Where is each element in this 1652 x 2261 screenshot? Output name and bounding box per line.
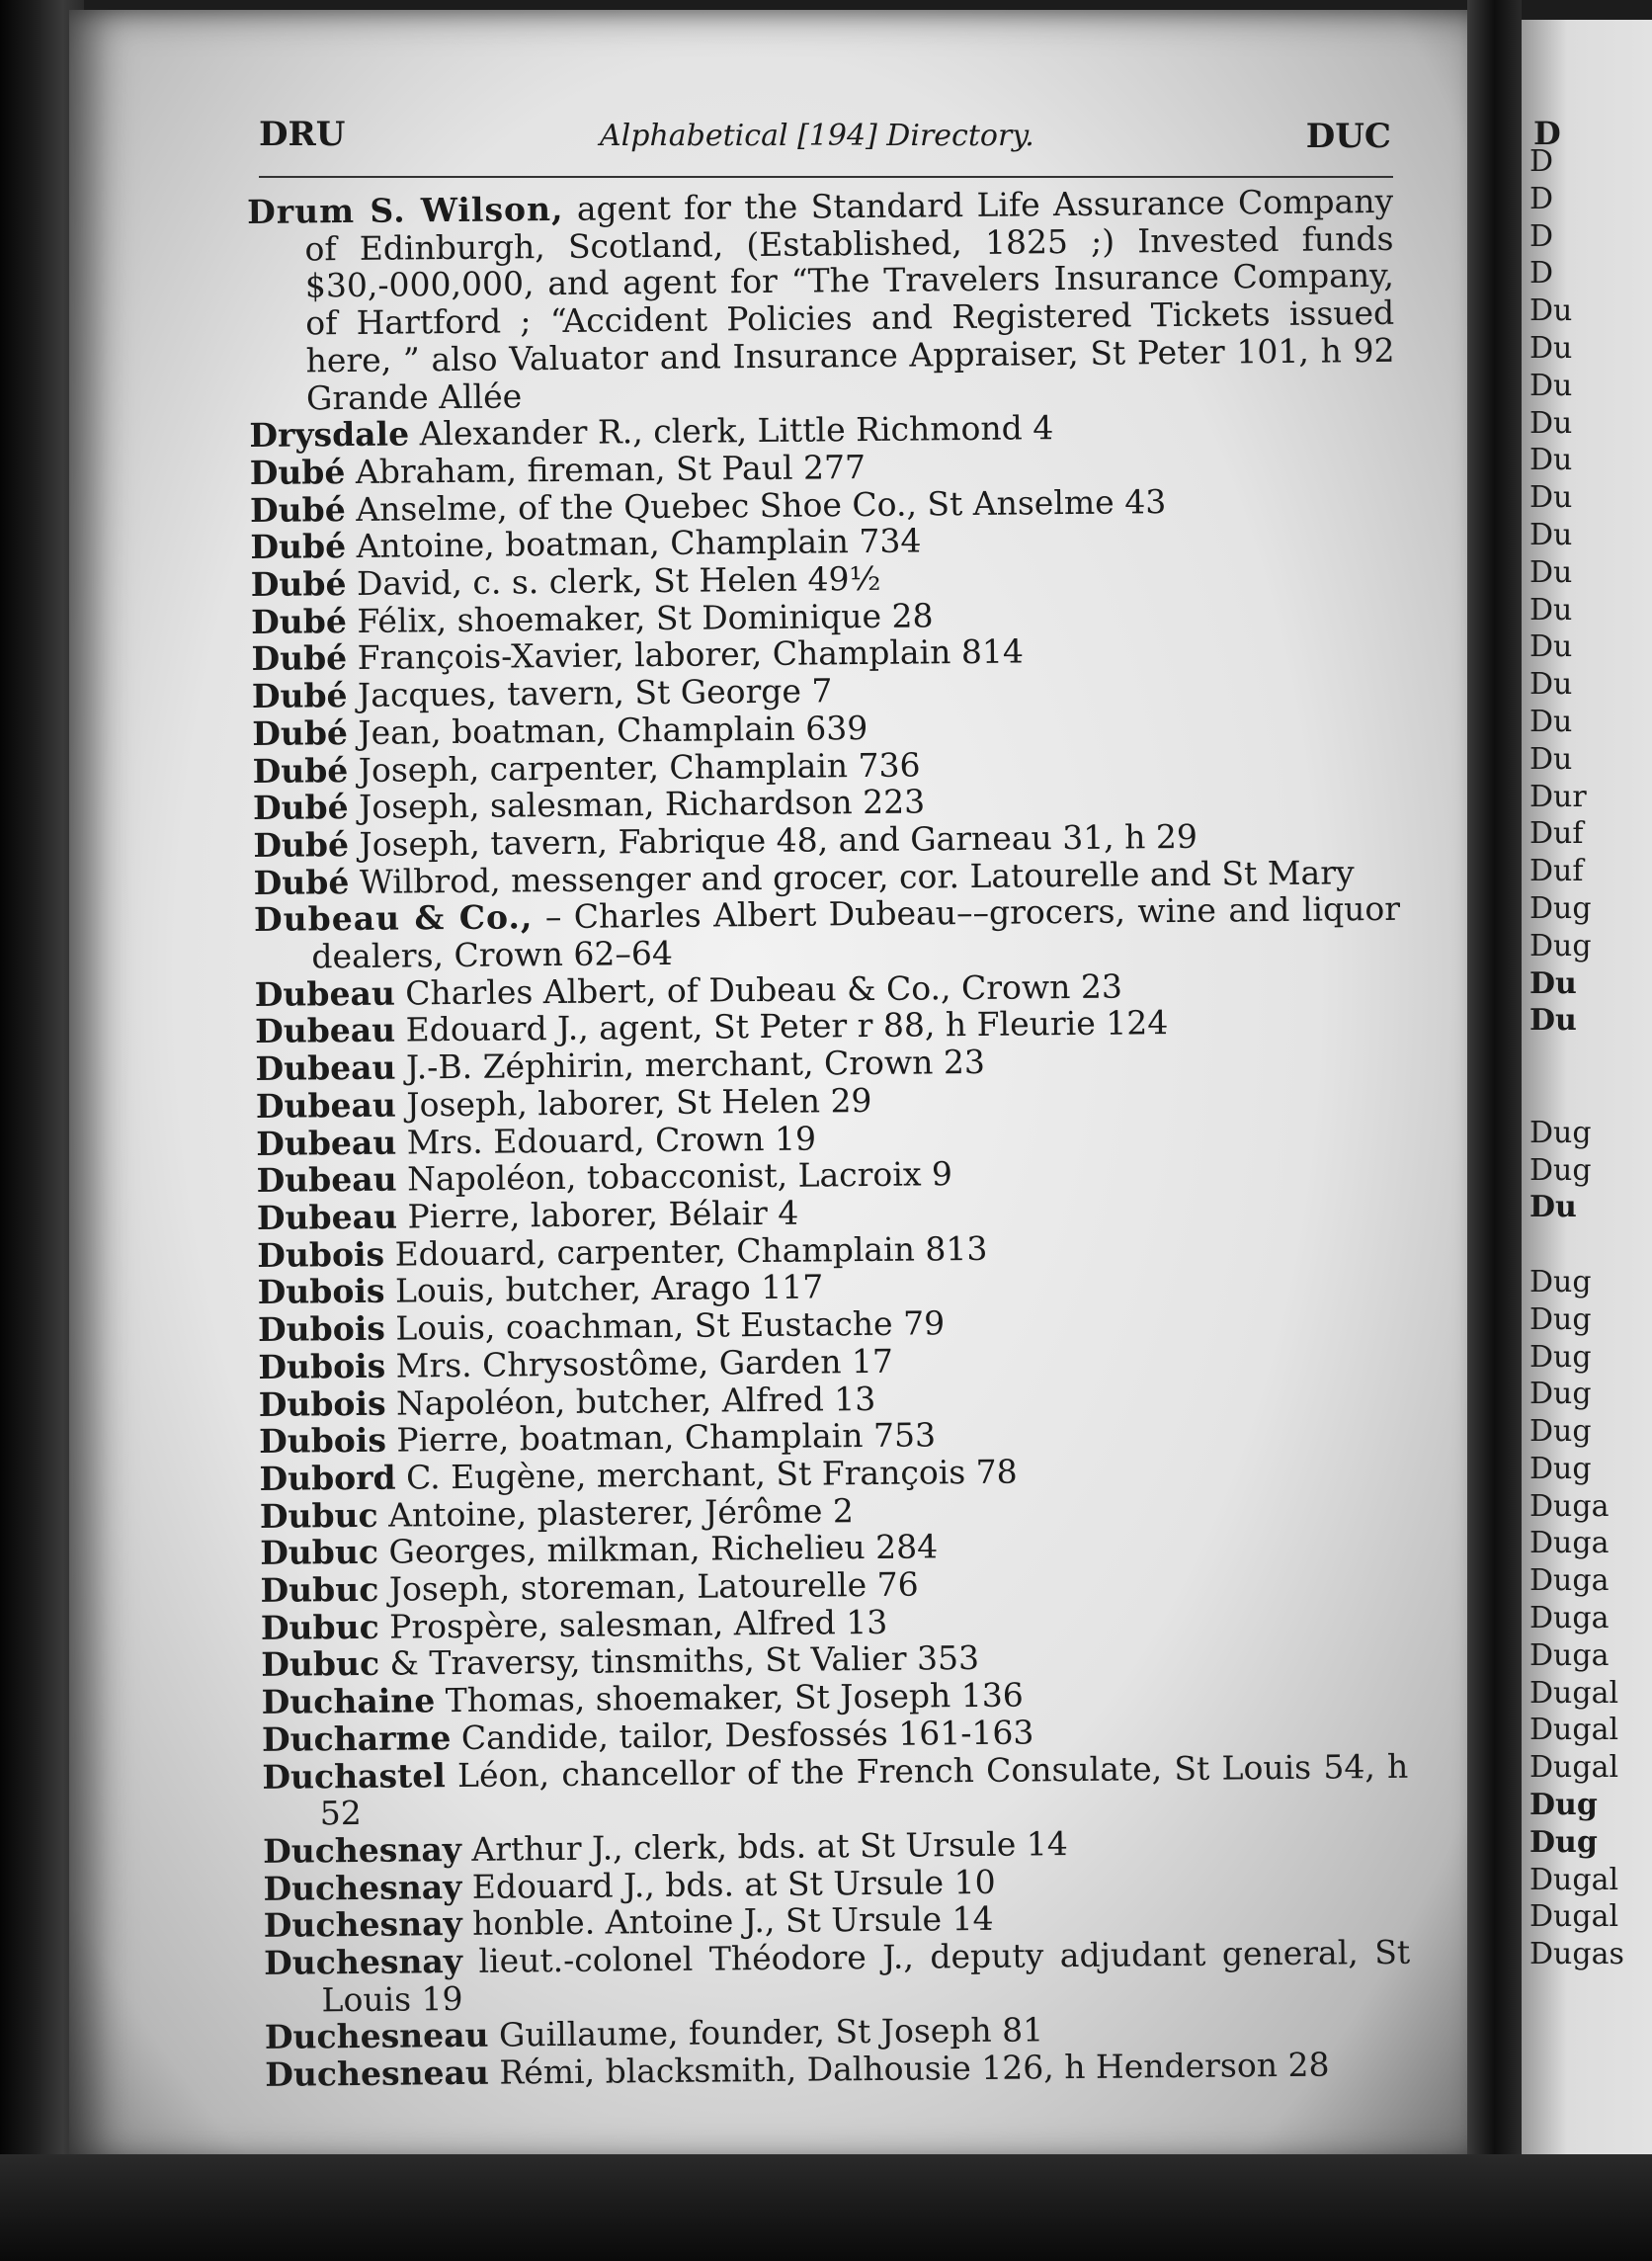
directory-entry: [264, 1934, 1411, 2020]
entry-surname: Dubois: [258, 1420, 387, 1462]
entry-details: Antoine, boatman, Champlain 734: [345, 521, 922, 566]
header-left-guide-word: DRU: [259, 115, 346, 154]
entry-surname: Dubeau & Co.,: [253, 897, 534, 940]
entry-details: lieut.-colonel Théodore J., deputy adjudant general, St Louis 19: [321, 1932, 1411, 2020]
entry-surname: Dubois: [258, 1346, 386, 1386]
entry-details: Pierre, boatman, Champlain 753: [385, 1415, 937, 1460]
facing-page-line: Dug: [1529, 1152, 1592, 1188]
entry-surname: Dubé: [249, 452, 346, 492]
entry-surname: Dubé: [251, 638, 348, 679]
facing-page-line: Dug: [1529, 1339, 1592, 1375]
entry-details: Antoine, plasterer, Jérôme 2: [377, 1490, 855, 1535]
entry-surname: Dubuc: [259, 1495, 378, 1536]
facing-page-line: Dugal: [1529, 1713, 1619, 1748]
entry-surname: Ducharme: [261, 1717, 452, 1759]
entry-surname: Dubeau: [256, 1123, 397, 1163]
entry-details: Thomas, shoemaker, St Joseph 136: [435, 1675, 1024, 1720]
entry-surname: Dubois: [257, 1272, 385, 1312]
book-gutter: [1467, 0, 1522, 2261]
facing-page-line: Du: [1529, 293, 1573, 329]
facing-page-line: Du: [1529, 1003, 1577, 1039]
entry-surname: Dubuc: [261, 1644, 380, 1685]
facing-page-line: Du: [1529, 443, 1573, 478]
entry-details: Joseph, storeman, Latourelle 76: [378, 1564, 919, 1609]
entry-surname: Duchesneau: [264, 2016, 489, 2057]
entry-surname: Dubois: [258, 1383, 386, 1424]
entry-surname: Drysdale: [249, 414, 410, 456]
entry-details: Mrs. Chrysostôme, Garden 17: [385, 1341, 894, 1385]
header-title: Alphabetical [194] Directory.: [600, 119, 1034, 153]
facing-page-line: Dur: [1529, 779, 1587, 814]
running-head: [259, 107, 1393, 178]
facing-page-line: Duf: [1529, 816, 1584, 852]
entry-surname: Dubé: [252, 788, 349, 828]
facing-page-line: Dug: [1529, 890, 1592, 926]
entry-details: J.-B. Zéphirin, merchant, Crown 23: [395, 1043, 986, 1087]
entry-surname: Dubeau: [256, 1159, 397, 1201]
entry-surname: Dubé: [250, 564, 347, 605]
facing-page-line: Du: [1529, 405, 1573, 441]
entry-details: – Charles Albert Dubeau––grocers, wine and liquor dealers, Crown 62–64: [311, 889, 1401, 976]
facing-page-line: Dug: [1529, 1264, 1592, 1299]
entry-surname: Dubé: [251, 676, 348, 716]
entry-surname: Dubeau: [254, 973, 396, 1014]
facing-page-line: Duga: [1529, 1601, 1610, 1636]
entry-details: Charles Albert, of Dubeau & Co., Crown 23: [394, 966, 1123, 1013]
entry-details: Edouard, carpenter, Champlain 813: [383, 1228, 988, 1274]
facing-page-line: Dug: [1529, 928, 1592, 963]
facing-page-line: Du: [1529, 629, 1573, 665]
entry-details: Candide, tailor, Desfossés 161-163: [451, 1713, 1034, 1757]
facing-page-line: Dugal: [1529, 1750, 1619, 1786]
facing-page-line: Duga: [1529, 1488, 1610, 1524]
entry-details: Arthur J., clerk, bds. at St Ursule 14: [460, 1824, 1068, 1869]
facing-page-line: Du: [1529, 704, 1573, 739]
entry-surname: Dubois: [257, 1308, 386, 1350]
entry-details: Mrs. Edouard, Crown 19: [396, 1119, 817, 1162]
entry-surname: Drum S. Wilson,: [246, 189, 564, 231]
entry-details: Rémi, blacksmith, Dalhousie 126, h Henderson 28: [488, 2045, 1330, 2092]
facing-page-line: Dug: [1529, 1451, 1592, 1486]
entry-details: Joseph, salesman, Richardson 223: [348, 782, 926, 827]
facing-page-line: Dugal: [1529, 1899, 1619, 1935]
facing-page-line: D: [1529, 218, 1554, 254]
facing-page-line: Duga: [1529, 1563, 1610, 1599]
facing-page-line: Du: [1529, 480, 1573, 516]
facing-page-line: Duga: [1529, 1526, 1610, 1561]
entry-surname: Dubeau: [256, 1197, 398, 1237]
facing-page-line: Dug: [1529, 1115, 1592, 1150]
facing-page-line: Dug: [1529, 1301, 1592, 1337]
entry-surname: Dubé: [252, 750, 349, 791]
entry-details: Louis, butcher, Arago 117: [384, 1267, 824, 1311]
entry-surname: Dubé: [253, 824, 350, 865]
entry-details: & Traversy, tinsmiths, St Valier 353: [378, 1638, 980, 1684]
entry-details: Guillaume, founder, St Joseph 81: [488, 2010, 1044, 2055]
entry-details: Napoléon, tobacconist, Lacroix 9: [396, 1154, 953, 1199]
facing-page-line: Dug: [1529, 1377, 1592, 1412]
facing-page-line: Duga: [1529, 1637, 1610, 1673]
entry-surname: Dubuc: [260, 1569, 379, 1610]
facing-page-entries: [1529, 143, 1652, 1973]
entry-details: Joseph, laborer, St Helen 29: [395, 1080, 872, 1125]
entry-details: Jacques, tavern, St George 7: [347, 671, 833, 715]
entry-surname: Duchesnay: [263, 1904, 462, 1946]
entry-details: Louis, coachman, St Eustache 79: [384, 1303, 946, 1348]
entry-details: Léon, chancellor of the French Consulate, St Louis 54, h 52: [319, 1746, 1409, 1833]
entry-surname: Dubeau: [255, 1047, 396, 1089]
entry-surname: Dubé: [252, 712, 349, 753]
entry-surname: Duchesnay: [263, 1867, 462, 1908]
facing-page-line: Du: [1529, 592, 1573, 628]
entry-details: Edouard J., bds. at St Ursule 10: [461, 1862, 996, 1906]
entry-details: Napoléon, butcher, Alfred 13: [385, 1379, 876, 1423]
entry-details: Joseph, carpenter, Champlain 736: [348, 745, 921, 790]
facing-page-line: [1529, 1077, 1652, 1115]
entry-details: honble. Antoine J., St Ursule 14: [461, 1899, 994, 1944]
facing-page-line: Du: [1529, 554, 1573, 590]
entry-details: Jean, boatman, Champlain 639: [347, 708, 868, 752]
facing-page-head: D: [1533, 115, 1561, 152]
entry-surname: Dubeau: [255, 1085, 397, 1126]
entry-surname: Dubé: [253, 862, 350, 902]
facing-page-line: Dug: [1529, 1824, 1598, 1860]
facing-page-line: Dugas: [1529, 1937, 1624, 1972]
scan-bottom-edge: [0, 2154, 1652, 2261]
facing-page-line: Du: [1529, 1190, 1577, 1225]
entry-details: Pierre, laborer, Bélair 4: [396, 1193, 799, 1236]
entry-details: Wilbrod, messenger and grocer, cor. Latourelle and St Mary: [349, 852, 1355, 901]
facing-page-line: Duf: [1529, 854, 1584, 889]
facing-page-line: Dug: [1529, 1414, 1592, 1450]
directory-entries: [247, 183, 1411, 2094]
facing-page-line: Du: [1529, 965, 1577, 1001]
entry-surname: Dubé: [250, 601, 348, 641]
entry-details: Anselme, of the Quebec Shoe Co., St Anselme 43: [345, 481, 1167, 529]
entry-details: David, c. s. clerk, St Helen 49½: [346, 558, 881, 604]
entry-surname: Dubuc: [260, 1533, 379, 1573]
facing-page-line: [1529, 1040, 1652, 1077]
entry-details: Alexander R., clerk, Little Richmond 4: [408, 408, 1054, 454]
entry-surname: Dubé: [250, 527, 347, 567]
entry-surname: Dubois: [257, 1234, 385, 1275]
entry-details: Abraham, fireman, St Paul 277: [345, 447, 867, 491]
entry-details: Félix, shoemaker, St Dominique 28: [346, 596, 934, 640]
facing-page-line: [1529, 1226, 1652, 1264]
entry-details: C. Eugène, merchant, St François 78: [395, 1452, 1018, 1497]
facing-page-line: Du: [1529, 368, 1573, 403]
entry-surname: Dubuc: [260, 1607, 379, 1647]
entry-surname: Duchesnay: [264, 1942, 463, 1982]
facing-page-line: Dugal: [1529, 1675, 1619, 1711]
header-right-guide-word: DUC: [1305, 117, 1391, 156]
entry-surname: Dubord: [259, 1458, 396, 1498]
facing-page-line: D: [1529, 256, 1554, 292]
entry-surname: Duchesnay: [262, 1829, 462, 1871]
entry-surname: Duchesneau: [265, 2052, 490, 2095]
facing-page-line: Du: [1529, 517, 1573, 552]
directory-entry: [262, 1747, 1409, 1833]
facing-page-line: Du: [1529, 741, 1573, 777]
entry-details: François-Xavier, laborer, Champlain 814: [347, 631, 1025, 678]
entry-details: agent for the Standard Life Assurance Company of Edinburgh, Scotland, (Established, 1825 ;) Invested funds $30,-000,000, and agent for “The Travelers Insurance Company, of Hartford ; “Accident Policies and Registered Tickets issued here, ” also Valuator and Insurance Appraiser, St Peter 101, h 92 Grande Allée: [304, 181, 1395, 417]
facing-page-line: Dugal: [1529, 1862, 1619, 1897]
directory-entry: [254, 890, 1401, 976]
entry-details: Georges, milkman, Richelieu 284: [377, 1527, 939, 1572]
entry-surname: Dubé: [249, 489, 346, 530]
entry-surname: Duchastel: [262, 1755, 446, 1797]
entry-surname: Duchaine: [261, 1681, 436, 1722]
entry-surname: Dubeau: [254, 1011, 396, 1051]
entry-details: Joseph, tavern, Fabrique 48, and Garneau 31, h 29: [348, 816, 1198, 864]
directory-entry: [247, 183, 1395, 417]
facing-page-line: D: [1529, 181, 1554, 216]
entry-details: Prospère, salesman, Alfred 13: [378, 1602, 888, 1646]
facing-page-line: D: [1529, 144, 1554, 179]
entry-details: Edouard J., agent, St Peter r 88, h Fleurie 124: [395, 1003, 1169, 1050]
facing-page-line: Dug: [1529, 1788, 1598, 1823]
facing-page-line: Du: [1529, 330, 1573, 366]
facing-page-line: Du: [1529, 667, 1573, 703]
